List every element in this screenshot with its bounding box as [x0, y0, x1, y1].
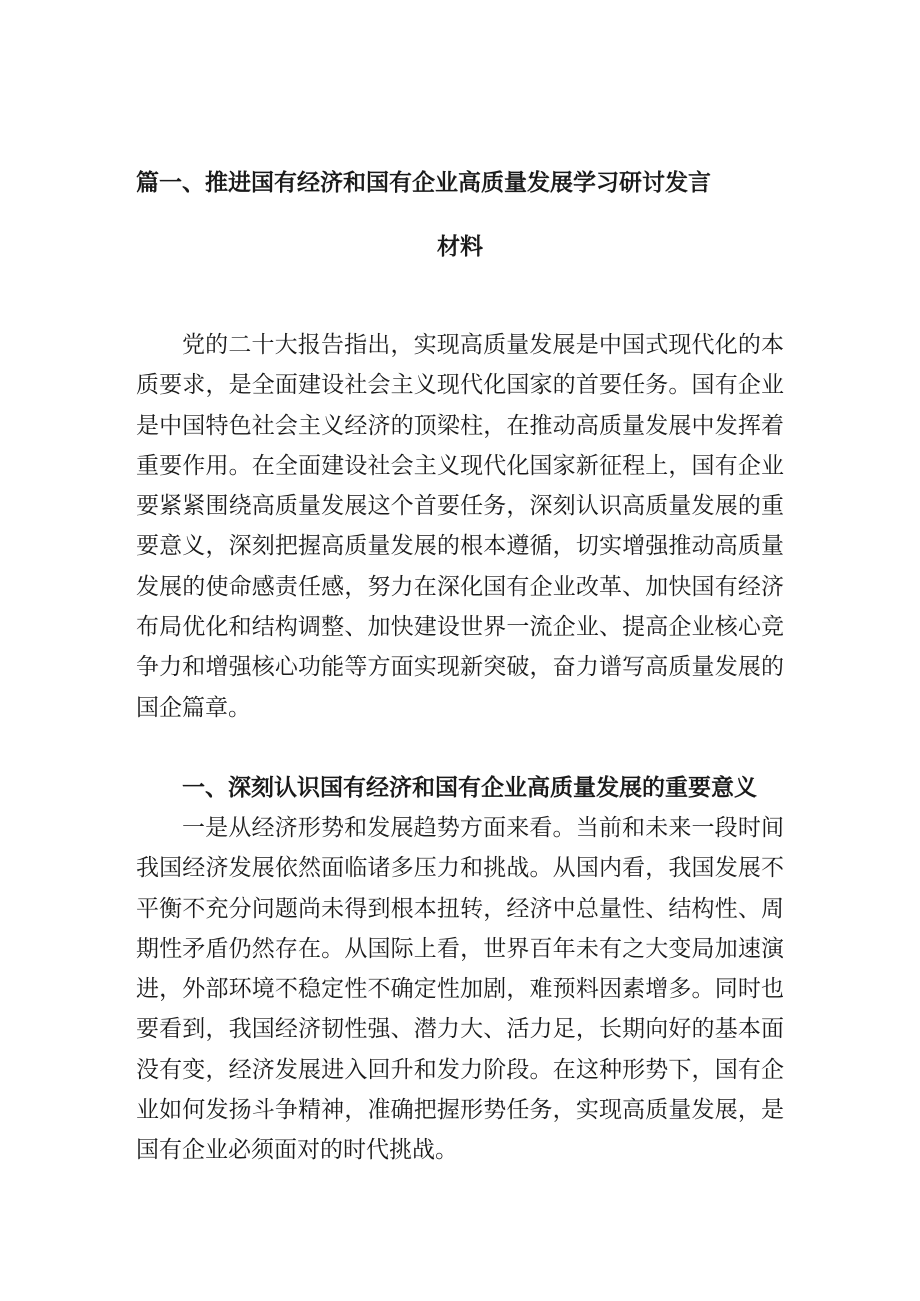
section-heading-1: 一、深刻认识国有经济和国有企业高质量发展的重要意义 [182, 775, 757, 801]
document-title-line-2: 材料 [437, 234, 483, 260]
paragraph-intro: 党的二十大报告指出，实现高质量发展是中国式现代化的本质要求，是全面建设社会主义现代化国家的首要任务。国有企业是中国特色社会主义经济的顶梁柱，在推动高质量发展中发挥着重要作用。在全面建设社会主义现代化国家新征程上，国有企业要紧紧围绕高质量发展这个首要任务，深刻认识高质量发展的重要意义，深刻把握高质量发展的根本遵循，切实增强推动高质量发展的使命感责任感，努力在深化国有企业改革、加快国有经济布局优化和结构调整、加快建设世界一流企业、提高企业核心竞争力和增强核心功能等方面实现新突破，奋力谱写高质量发展的国企篇章。 [136, 332, 784, 721]
document-title-line-1: 篇一、推进国有经济和国有企业高质量发展学习研讨发言 [136, 170, 711, 196]
paragraph-economic-situation: 一是从经济形势和发展趋势方面来看。当前和未来一段时间我国经济发展依然面临诸多压力和挑战。从国内看，我国发展不平衡不充分问题尚未得到根本扭转，经济中总量性、结构性、周期性矛盾仍然存在。从国际上看，世界百年未有之大变局加速演进，外部环境不稳定性不确定性加剧，难预料因素增多。同时也要看到，我国经济韧性强、潜力大、活力足，长期向好的基本面没有变，经济发展进入回升和发力阶段。在这种形势下，国有企业如何发扬斗争精神，准确把握形势任务，实现高质量发展，是国有企业必须面对的时代挑战。 [136, 815, 784, 1164]
